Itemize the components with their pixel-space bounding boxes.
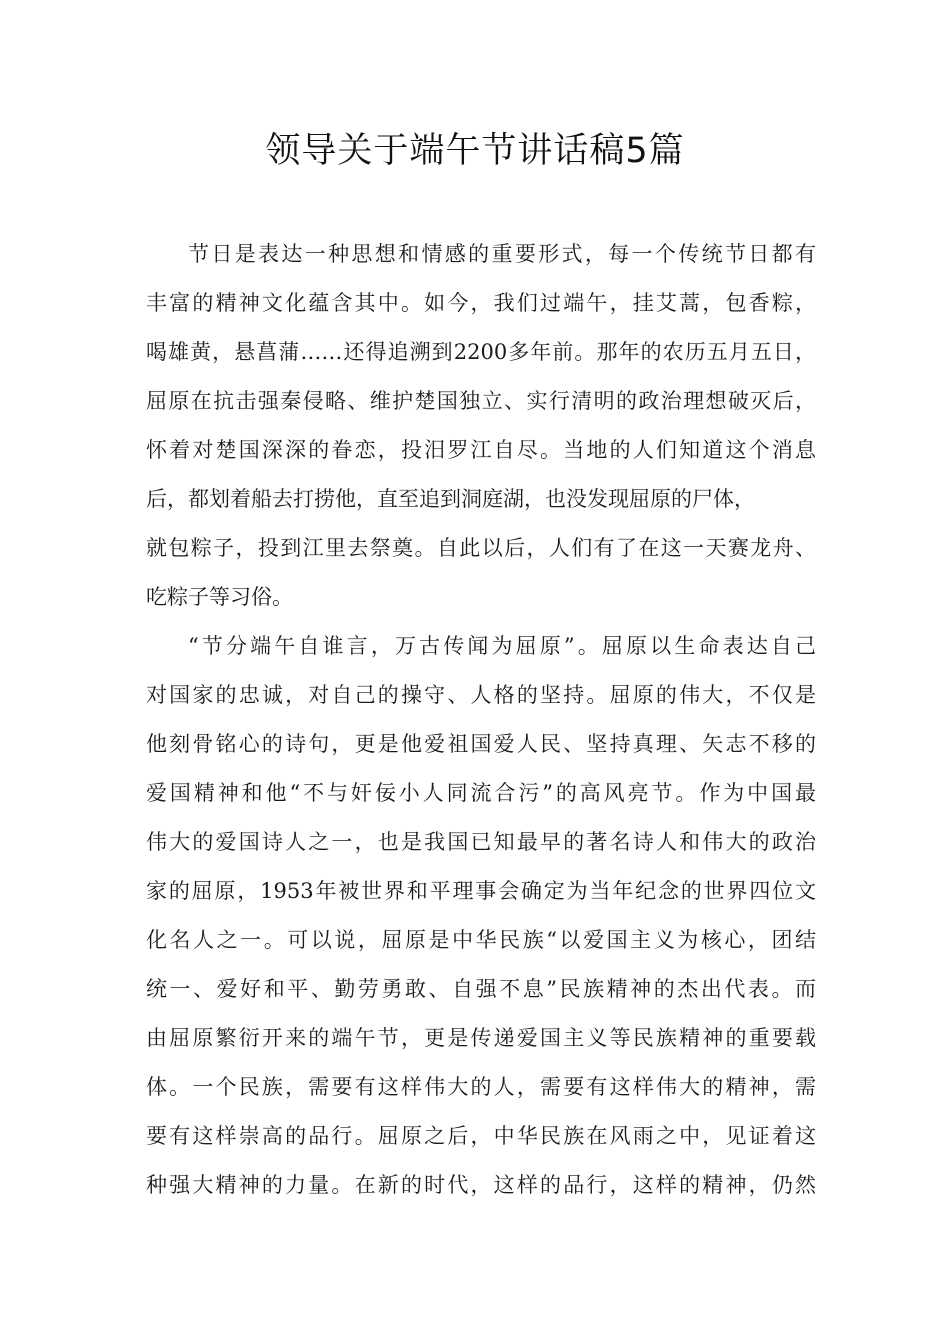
- text-line: 后，都划着船去打捞他，直至追到洞庭湖，也没发现屈原的尸体，: [146, 487, 755, 511]
- text-line: “节分端午自谁言，万古传闻为屈原”。屈原以生命表达自己: [188, 634, 816, 658]
- text-line: 统一、爱好和平、勤劳勇敢、自强不息”民族精神的杰出代表。而: [146, 977, 816, 1001]
- document-body: [146, 230, 816, 1210]
- text-line: 种强大精神的力量。在新的时代，这样的品行，这样的精神，仍然: [146, 1173, 816, 1197]
- text-line: 他刻骨铭心的诗句，更是他爱祖国爱人民、坚持真理、矢志不移的: [146, 732, 816, 756]
- text-line: 喝雄黄，悬菖蒲……还得追溯到2200多年前。那年的农历五月五日，: [146, 340, 816, 364]
- text-line: 就包粽子，投到江里去祭奠。自此以后，人们有了在这一天赛龙舟、: [146, 536, 816, 560]
- text-line: 爱国精神和他“不与奸佞小人同流合污”的高风亮节。作为中国最: [146, 781, 816, 805]
- text-line: 伟大的爱国诗人之一，也是我国已知最早的著名诗人和伟大的政治: [146, 830, 816, 854]
- text-line: 吃粽子等习俗。: [146, 585, 293, 609]
- text-line: 由屈原繁衍开来的端午节，更是传递爱国主义等民族精神的重要载: [146, 1026, 816, 1050]
- text-line: 体。一个民族，需要有这样伟大的人，需要有这样伟大的精神，需: [146, 1075, 816, 1099]
- document-title: 领导关于端午节讲话稿5篇: [265, 131, 685, 171]
- text-line: 屈原在抗击强秦侵略、维护楚国独立、实行清明的政治理想破灭后，: [146, 389, 816, 413]
- text-line: 丰富的精神文化蕴含其中。如今，我们过端午，挂艾蒿，包香粽，: [146, 291, 816, 315]
- text-line: 节日是表达一种思想和情感的重要形式，每一个传统节日都有: [188, 242, 816, 266]
- text-line: 对国家的忠诚，对自己的操守、人格的坚持。屈原的伟大，不仅是: [146, 683, 816, 707]
- text-line: 要有这样崇高的品行。屈原之后，中华民族在风雨之中，见证着这: [146, 1124, 816, 1148]
- text-line: 家的屈原，1953年被世界和平理事会确定为当年纪念的世界四位文: [146, 879, 816, 903]
- text-line: 化名人之一。可以说，屈原是中华民族“以爱国主义为核心，团结: [146, 928, 816, 952]
- text-line: 怀着对楚国深深的眷恋，投汨罗江自尽。当地的人们知道这个消息: [146, 438, 816, 462]
